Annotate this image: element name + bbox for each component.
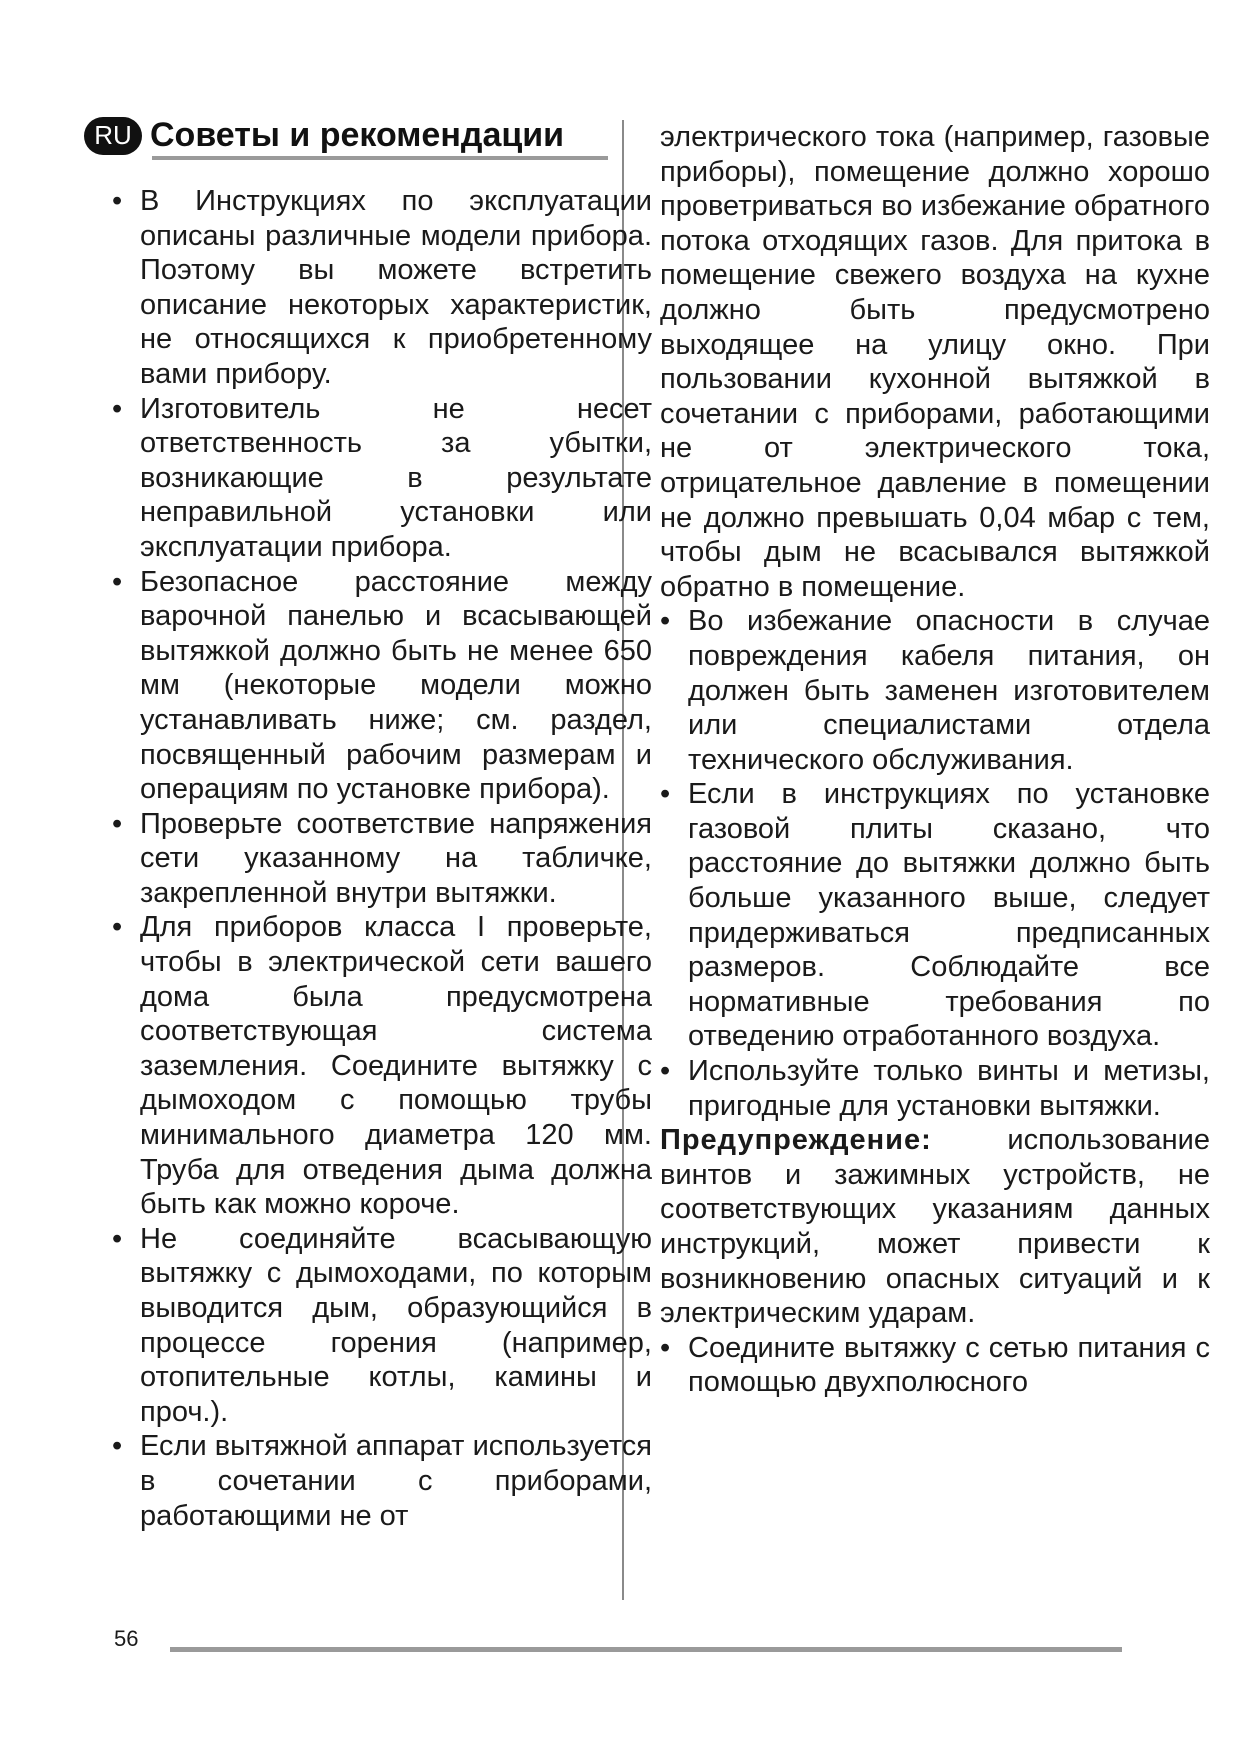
bullet-item [112,1429,652,1533]
bullet-mark: • [112,392,123,425]
bullet-text: Используйте только винты и метизы, пригодные для установки вытяжки. [688,1055,1210,1122]
bullet-item [660,604,1210,777]
bullet-text: Если в инструкциях по установке газовой плиты сказано, что расстояние до вытяжки должно быть больше указанного выше, следует придерживаться предписанных размеров. Соблюдайте все нормативные требования по отведению отработанного воздуха. [688,778,1210,1053]
bullet-text: Если вытяжной аппарат используется в сочетании с приборами, работающими не от [140,1430,652,1532]
bullet-mark: • [112,807,123,840]
bullet-mark: • [660,778,671,811]
bullet-text: Не соединяйте всасывающую вытяжку с дымоходами, по которым выводится дым, образующийся в процессе горения (например, отопительные котлы, камины и проч.). [140,1222,652,1428]
footer-rule [170,1647,1122,1652]
page-number: 56 [114,1626,139,1651]
page-title: Советы и рекомендации [150,116,565,154]
bullet-item [660,1331,1210,1400]
bullet-mark: • [112,1222,123,1255]
bullet-item [112,910,652,1221]
bullet-text: Изготовитель не несет ответственность за убытки, возникающие в результате неправильной установки или эксплуатации прибора. [140,392,652,563]
left-column [112,184,652,1533]
continued-text: электрического тока (например, газовые приборы), помещение должно хорошо проветриваться во избежание обратного потока отходящих газов. Для притока в помещение свежего воздуха на кухне должно быть предусмотрено выходящее на улицу окно. При пользовании кухонной вытяжкой в сочетании с приборами, работающими не от электрического тока, отрицательное давление в помещении не должно превышать 0,04 мбар с тем, чтобы дым не всасывался вытяжкой обратно в помещение. [660,121,1210,603]
bullet-mark: • [660,1331,671,1364]
bullet-item [112,565,652,807]
bullet-item [660,777,1210,1054]
bullet-item [112,392,652,565]
title-underline [152,156,608,160]
warning-label: Предупреждение: [660,1124,932,1157]
language-badge: RU [84,117,142,155]
bullet-text: Соедините вытяжку с сетью питания с помощью двухполюсного [688,1331,1210,1399]
bullet-item [660,1054,1210,1123]
bullet-item [112,184,652,392]
section-heading [84,116,564,155]
bullet-mark: • [112,911,123,944]
bullet-item [112,1222,652,1430]
bullet-item [112,807,652,911]
right-column [660,120,1210,1400]
bullet-mark: • [112,185,123,217]
bullet-text: Проверьте соответствие напряжения сети указанному на табличке, закрепленной внутри вытяжки. [140,807,652,909]
warning-text: использование винтов и зажимных устройств, не соответствующих указаниям данных инструкций, может привести к возникновению опасных ситуаций и к электрическим ударам. [660,1124,1210,1330]
bullet-text: Безопасное расстояние между варочной панелью и всасывающей вытяжкой должно быть не менее 650 мм (некоторые модели можно устанавливать ниже; см. раздел, посвященный рабочим размерам и операциям по установке прибора). [140,565,652,806]
bullet-mark: • [112,565,123,598]
bullet-text: Во избежание опасности в случае повреждения кабеля питания, он должен быть заменен изготовителем или специалистами отдела технического обслуживания. [688,605,1210,776]
bullet-text: В Инструкциях по эксплуатации описаны различные модели прибора. Поэтому вы можете встретить описание некоторых характеристик, не относящихся к приобретенному вами прибору. [140,185,652,390]
bullet-mark: • [660,605,671,638]
bullet-mark: • [660,1055,671,1088]
bullet-text: Для приборов класса I проверьте, чтобы в электрической сети вашего дома была предусмотрена соответствующая система заземления. Соедините вытяжку с дымоходом с помощью трубы минимального диаметра 120 мм. Труба для отведения дыма должна быть как можно короче. [140,911,652,1221]
bullet-mark: • [112,1430,123,1463]
warning-paragraph [660,1123,1210,1331]
